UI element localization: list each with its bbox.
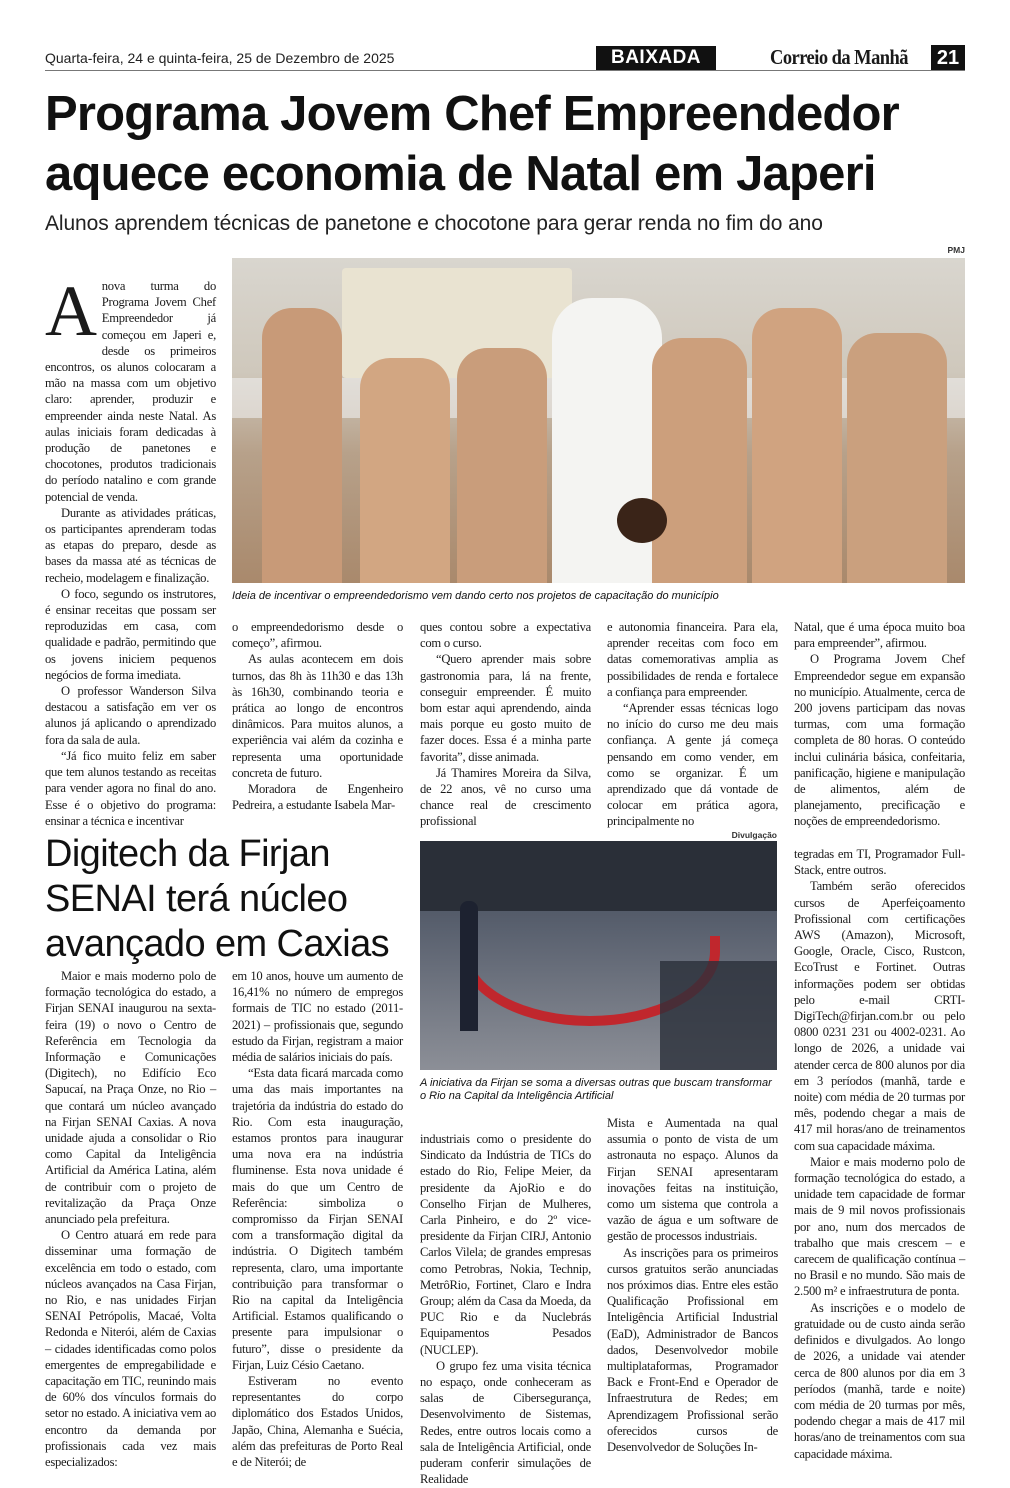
paragraph: Durante as atividades práticas, os participantes aprenderam todas as etapas do preparo, desde as bases da massa até as técnicas de recheio, modelagem e finalização.	[45, 505, 216, 585]
paragraph: O Programa Jovem Chef Empreendedor segue em expansão no município. Atualmente, cerca de 200 jovens participam das novas turmas, com uma formação completa de 80 horas. O conteúdo inclui culinária básica, confeitaria, panificação, higiene e manipulação de alimentos, além de planejamento, precificação e noções de empreendedorismo.	[794, 652, 965, 829]
paragraph: Maior e mais moderno polo de formação tecnológica do estado, a unidade tem capacidade de formar mais de 9 mil novos profissionais por ano, num dos mercados de trabalho que mais crescem – e carecem de qualificação contínua – no Brasil e no mundo. São mais de 2.500 m² e infraestrutura de ponta.	[794, 1154, 965, 1299]
paragraph: O grupo fez uma visita técnica no espaço, onde conheceram as salas de Cibersegurança, Desenvolvimento de Sistemas, Redes, entre outros locais como a sala de Inteligência Artificial, onde puderam conferir simulações de Realidade	[420, 1358, 591, 1487]
paragraph: As inscrições para os primeiros cursos gratuitos serão anunciadas nos próximos dias. Entre eles estão Qualificação Profissional em Inteligência Artificial Industrial (EaD), Administrador de Bancos dados, Desenvolvedor mobile multiplataformas, Programador Back e Front-End e Operador de Infraestrutura de Redes; em Aprendizagem Profissional serão oferecidos cursos de Desenvolvedor de Soluções In-	[607, 1245, 778, 1455]
paragraph: em 10 anos, houve um aumento de 16,41% no número de empregos formais de TIC no estado (2011-2021) – profissionais que, segundo estudo da Firjan, registram a maior média de salários iniciais do país.	[232, 969, 403, 1065]
article2-photo	[420, 841, 777, 1070]
paragraph: O foco, segundo os instrutores, é ensinar receitas que possam ser reproduzidas em casa, com qualidade e padrão, permitindo que os jovens iniciem pequenos negócios de forma imediata.	[45, 586, 216, 682]
article1-headline: Programa Jovem Chef Empreendedor aquece economia de Natal em Japeri	[45, 87, 899, 201]
paragraph: “Quero aprender mais sobre gastronomia para, lá na frente, conseguir empreender. É muito bom estar aqui aprendendo, ainda mais porque eu gosto muito de fazer doces. Essa é a minha parte favorita”, disse animada.	[420, 652, 591, 764]
newspaper-name: Correio da Manhã	[770, 45, 909, 69]
paragraph: Mista e Aumentada na qual assumia o ponto de vista de um astronauta no espaço. Alunos da Firjan SENAI apresentaram inovações feitas na instituição, como um sistema que controla a vazão de água e um software de gestão de processos industriais.	[607, 1116, 778, 1244]
header-rule	[45, 70, 965, 71]
article1-column-2	[232, 619, 403, 813]
photo-person	[652, 338, 747, 583]
paragraph: nova turma do Programa Jovem Chef Empreendedor já começou em Japeri e, desde os primeiros encontros, os alunos colocaram a mão na massa com um objetivo claro: aprender, produzir e empreender ainda neste Natal. As aulas iniciais foram dedicadas à produção de panetones e chocotones, produtos tradicionais do período natalino e com grande potencial de venda.	[45, 279, 216, 504]
paragraph: Natal, que é uma época muito boa para empreender”, afirmou.	[794, 620, 965, 651]
paragraph: “Já fico muito feliz em saber que tem alunos testando as receitas para vender agora no final do ano. Esse é o objetivo do programa: ensinar a técnica e incentivar	[45, 748, 216, 828]
article1-column-3	[420, 619, 591, 830]
paragraph: O Centro atuará em rede para disseminar uma formação de excelência em todo o estado, com núcleos avançados na Casa Firjan, no Rio, e nas unidades Firjan SENAI Petrópolis, Macaé, Volta Redonda e Niterói, além de Caxias – cidades identificadas como polos emergentes de empregabilidade e capacitação em TIC, reunindo mais de 60% dos vínculos formais do setor no estado. A iniciativa vem ao encontro da demanda por profissionais cada vez mais especializados:	[45, 1228, 216, 1470]
paragraph: o empreendedorismo desde o começo”, afirmou.	[232, 620, 403, 651]
paragraph: “Aprender essas técnicas logo no início do curso me deu mais confiança. A gente já começa pensando em como vender, em como se organizar. É um aprendizado que dá vontade de colocar em prática agora, principalmente no	[607, 701, 778, 829]
paragraph: e autonomia financeira. Para ela, aprender receitas com foco em datas comemorativas amplia as possibilidades de renda e fortalece a confiança para empreender.	[607, 620, 778, 699]
paragraph: tegradas em TI, Programador Full-Stack, entre outros.	[794, 847, 965, 878]
paragraph: Já Thamires Moreira da Silva, de 22 anos, vê no curso uma chance real de crescimento profissional	[420, 765, 591, 829]
paragraph: As inscrições e o modelo de gratuidade ou de custo ainda serão definidos e divulgados. Ao longo de 2026, a unidade vai atender cerca de 800 alunos por dia em 3 períodos (manhã, tarde e noite) com média de 20 turmas por mês, podendo chegar a mais de 417 mil horas/ano de treinamentos com sua capacidade máxima.	[794, 1300, 965, 1461]
photo-panettone	[617, 498, 667, 543]
photo-person	[752, 308, 842, 583]
article2-photo-caption: A iniciativa da Firjan se soma a diversas outras que buscam transformar o Rio na Capital da Inteligência Artificial	[420, 1077, 772, 1102]
article1-photo-credit: PMJ	[947, 245, 965, 255]
drop-cap: A	[45, 271, 97, 351]
photo-person	[360, 358, 450, 583]
photo-person	[262, 308, 342, 583]
article2-column-3	[420, 1131, 591, 1487]
photo-person	[847, 333, 947, 583]
article2-column-1	[45, 968, 216, 1470]
paragraph: Também serão oferecidos cursos de Aperfeiçoamento Profissional com certificações AWS (Amazon), Microsoft, Google, Oracle, Cisco, Rustcon, EcoTrust e Fortinet. Outras informações podem ser obtidas pelo e-mail CRTI-DigiTech@firjan.com.br ou pelo 0800 0231 231 ou 4002-0231. Ao longo de 2026, a unidade vai atender cerca de 800 alunos por dia em 3 períodos (manhã, tarde e noite) com média de 20 turmas por mês, podendo chegar a mais de 417 mil horas/ano de treinamentos com sua capacidade máxima.	[794, 879, 965, 1153]
article2-column-4	[607, 1115, 778, 1455]
article1-column-4	[607, 619, 778, 830]
paragraph: ques contou sobre a expectativa com o curso.	[420, 620, 591, 651]
photo-person	[457, 348, 547, 583]
article2-column-2	[232, 968, 403, 1470]
paragraph: As aulas acontecem em dois turnos, das 8h às 11h30 e das 13h às 16h30, combinando teoria e prática ao longo de encontros dinâmicos. Para muitos alunos, a experiência vai além da cozinha e representa uma oportunidade concreta de futuro.	[232, 652, 403, 780]
article1-column-1	[45, 271, 216, 829]
page-number: 21	[931, 45, 965, 71]
photo-screen-wall	[420, 841, 777, 911]
article2-photo-credit: Divulgação	[731, 830, 777, 840]
article1-column-5	[794, 619, 965, 830]
paragraph: industriais como o presidente do Sindicato da Indústria de TICs do estado do Rio, Felipe Meier, da presidente da AjoRio e do Conselho Firjan de Mulheres, Carla Pinheiro, e do 2º vice-presidente da Firjan CIRJ, Antonio Carlos Vilela; de grandes empresas como Petrobras, Nokia, Technip, MetrôRio, Fortinet, Claro e Indra Group; além da Casa da Moeda, da PUC Rio e da Nuclebrás Equipamentos Pesados (NUCLEP).	[420, 1132, 591, 1357]
paragraph: “Esta data ficará marcada como uma das mais importantes na trajetória da indústria do estado do Rio. Com esta inauguração, estamos prontos para inaugurar uma nova era na indústria fluminense. Esta nova unidade é mais do que um Centro de Referência: simboliza o compromisso da Firjan SENAI com a transformação digital da indústria. O Digitech também representa, claro, uma importante contribuição para transformar o Rio na capital da Inteligência Artificial. Estamos qualificando o presente para impulsionar o futuro”, disse o presidente da Firjan, Luiz Césio Caetano.	[232, 1066, 403, 1372]
dateline: Quarta-feira, 24 e quinta-feira, 25 de Dezembro de 2025	[45, 50, 395, 66]
article1-photo-caption: Ideia de incentivar o empreendedorismo vem dando certo nos projetos de capacitação do município	[232, 590, 719, 602]
article1-photo	[232, 258, 965, 583]
paragraph: Maior e mais moderno polo de formação tecnológica do estado, a Firjan SENAI inaugurou na sexta-feira (19) o novo o Centro de Referência em Tecnologia da Informação e Comunicações (Digitech), no Edifício Eco Sapucaí, na Praça Onze, no Rio – que contará um núcleo avançado na Firjan SENAI Caxias. A nova unidade ajuda a consolidar o Rio como Capital da Inteligência Artificial da América Latina, além de contribuir com o projeto de revitalização da Praça Onze anunciado pela prefeitura.	[45, 969, 216, 1227]
photo-audience	[660, 961, 777, 1070]
article2-column-5	[794, 846, 965, 1462]
article2-headline: Digitech da Firjan SENAI terá núcleo avançado em Caxias	[45, 833, 390, 965]
paragraph: Moradora de Engenheiro Pedreira, a estudante Isabela Mar-	[232, 782, 403, 813]
paragraph: O professor Wanderson Silva destacou a satisfação em ver os alunos já aplicando o aprendizado fora da sala de aula.	[45, 684, 216, 747]
paragraph: Estiveram no evento representantes do corpo diplomático dos Estados Unidos, Japão, China, Alemanha e Suécia, além das prefeituras de Porto Real e de Niterói; de	[232, 1374, 403, 1470]
section-label: BAIXADA	[596, 46, 716, 70]
article1-subtitle: Alunos aprendem técnicas de panetone e chocotone para gerar renda no fim do ano	[45, 212, 823, 235]
photo-speaker	[460, 901, 478, 1031]
